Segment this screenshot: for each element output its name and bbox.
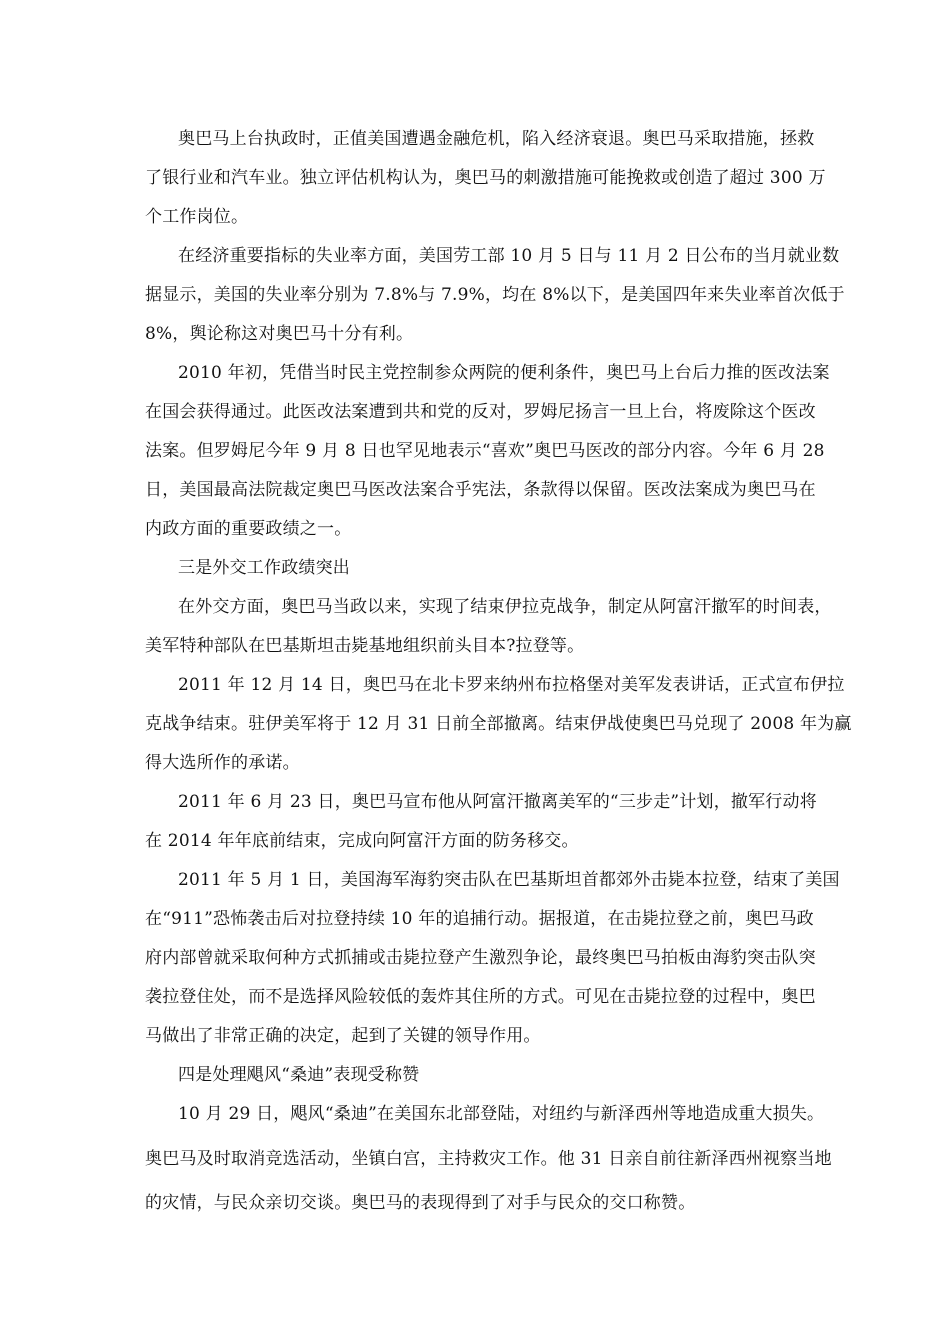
paragraph-5-line-2: 美军特种部队在巴基斯坦击毙基地组织前头目本?拉登等。 <box>145 636 585 656</box>
paragraph-3-line-5: 内政方面的重要政绩之一。 <box>145 519 352 539</box>
paragraph-6-line-2: 克战争结束。驻伊美军将于 12 月 31 日前全部撤离。结束伊战使奥巴马兑现了 2008 年为赢 <box>145 714 852 734</box>
paragraph-7-line-2: 在 2014 年年底前结束，完成向阿富汗方面的防务移交。 <box>145 831 579 851</box>
paragraph-2-line-1: 在经济重要指标的失业率方面，美国劳工部 10 月 5 日与 11 月 2 日公布的当月就业数 <box>178 246 840 266</box>
section-heading-diplomacy: 三是外交工作政绩突出 <box>178 558 350 578</box>
paragraph-8-line-3: 府内部曾就采取何种方式抓捕或击毙拉登产生激烈争论，最终奥巴马拍板由海豹突击队突 <box>145 948 816 968</box>
paragraph-3-line-3: 法案。但罗姆尼今年 9 月 8 日也罕见地表示“喜欢”奥巴马医改的部分内容。今年 6 月 28 <box>145 441 825 461</box>
paragraph-3-line-1: 2010 年初，凭借当时民主党控制参众两院的便利条件，奥巴马上台后力推的医改法案 <box>178 363 830 383</box>
paragraph-1-line-3: 个工作岗位。 <box>145 207 249 227</box>
paragraph-6-line-3: 得大选所作的承诺。 <box>145 753 300 773</box>
paragraph-8-line-4: 袭拉登住处，而不是选择风险较低的轰炸其住所的方式。可见在击毙拉登的过程中，奥巴 <box>145 987 816 1007</box>
paragraph-2-line-2: 据显示，美国的失业率分别为 7.8%与 7.9%，均在 8%以下，是美国四年来失业率首次低于 <box>145 285 845 305</box>
paragraph-2-line-3: 8%，舆论称这对奥巴马十分有利。 <box>145 324 414 344</box>
paragraph-10-line-3: 的灾情，与民众亲切交谈。奥巴马的表现得到了对手与民众的交口称赞。 <box>145 1193 696 1213</box>
paragraph-3-line-4: 日，美国最高法院裁定奥巴马医改法案合乎宪法，条款得以保留。医改法案成为奥巴马在 <box>145 480 816 500</box>
paragraph-1-line-2: 了银行业和汽车业。独立评估机构认为，奥巴马的刺激措施可能挽救或创造了超过 300 万 <box>145 168 826 188</box>
paragraph-7-line-1: 2011 年 6 月 23 日，奥巴马宣布他从阿富汗撤离美军的“三步走”计划，撤军行动将 <box>178 792 817 812</box>
paragraph-8-line-5: 马做出了非常正确的决定，起到了关键的领导作用。 <box>145 1026 541 1046</box>
paragraph-8-line-2: 在“911”恐怖袭击后对拉登持续 10 年的追捕行动。据报道，在击毙拉登之前，奥巴马政 <box>145 909 814 929</box>
paragraph-8-line-1: 2011 年 5 月 1 日，美国海军海豹突击队在巴基斯坦首都郊外击毙本拉登，结束了美国 <box>178 870 840 890</box>
paragraph-1-line-1: 奥巴马上台执政时，正值美国遭遇金融危机，陷入经济衰退。奥巴马采取措施，拯救 <box>178 129 815 149</box>
paragraph-10-line-2: 奥巴马及时取消竞选活动，坐镇白宫，主持救灾工作。他 31 日亲自前往新泽西州视察当地 <box>145 1149 832 1169</box>
section-heading-hurricane: 四是处理飓风“桑迪”表现受称赞 <box>178 1065 420 1085</box>
paragraph-5-line-1: 在外交方面，奥巴马当政以来，实现了结束伊拉克战争，制定从阿富汗撤军的时间表， <box>178 597 832 617</box>
paragraph-3-line-2: 在国会获得通过。此医改法案遭到共和党的反对，罗姆尼扬言一旦上台，将废除这个医改 <box>145 402 816 422</box>
paragraph-6-line-1: 2011 年 12 月 14 日，奥巴马在北卡罗来纳州布拉格堡对美军发表讲话，正式宣布伊拉 <box>178 675 845 695</box>
paragraph-10-line-1: 10 月 29 日，飓风“桑迪”在美国东北部登陆，对纽约与新泽西州等地造成重大损失。 <box>178 1104 825 1124</box>
